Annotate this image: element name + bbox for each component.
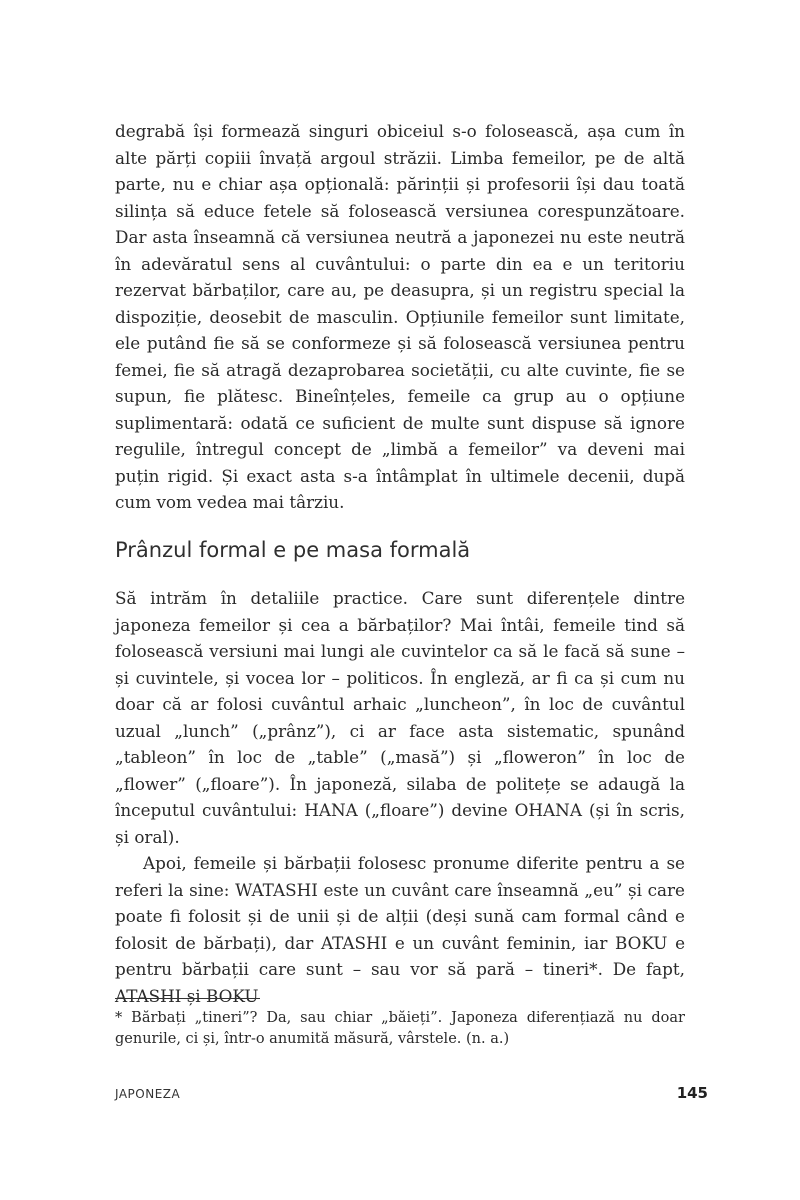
footnote-divider [115,998,260,999]
paragraph: Apoi, femeile și bărbații folosesc pronume diferite pentru a se referi la sine: WATASHI este un cuvânt care înseamnă „eu” și care poate fi folosit și de unii și de alții (deși sună cam formal când e folosit de bărbați), dar ATASHI e un cuvânt feminin, iar BOKU e pentru bărbații care sunt – sau vor să pară – tineri*. De fapt, ATASHI și BOKU [115,853,685,1006]
paragraph: Să intrăm în detaliile practice. Care sunt diferențele dintre japoneza femeilor și cea a bărbaților? Mai întâi, femeile tind să folosească versiuni mai lungi ale cuvintelor ca să le facă să sune – și cuvintele, și vocea lor – politicos. În engleză, ar fi ca și cum nu doar că ar folosi cuvântul arhaic „luncheon”, în loc de cuvântul uzual „lunch” („prânz”), ci ar face asta sistematic, spunând „tableon” în loc de „table” („masă”) și „floweron” în loc de „flower” („floare”). În japoneză, silaba de politețe se adaugă la începutul cuvântului: HANA („floare”) devine OHANA (și în scris, și oral). [115,588,685,847]
running-title: JAPONEZA [115,1087,181,1101]
footnote: * Bărbați „tineri”? Da, sau chiar „băieți”. Japoneza diferențiază nu doar genurile, ci și, într-o anumită măsură, vârstele. (n. a.) [115,1010,685,1047]
page-number: 145 [676,1084,708,1102]
body-text-top [115,118,685,516]
paragraph-continuation: degrabă își formează singuri obiceiul s-o folosească, așa cum în alte părți copiii învață argoul străzii. Limba femeilor, pe de altă parte, nu e chiar așa opțională: părinții și profesorii își dau toată silința să educe fetele să folosească versiunea corespunzătoare. Dar asta înseamnă că versiunea neutră a japonezei nu este neutră în adevăratul sens al cuvântului: o parte din ea e un teritoriu rezervat bărbaților, care au, pe deasupra, și un registru special la dispoziție, deosebit de masculin. Opțiunile femeilor sunt limitate, ele putând fie să se conformeze și să folosească versiunea pentru femei, fie să atragă dezaprobarea societății, cu alte cuvinte, fie se supun, fie plătesc. Bineînțeles, femeile ca grup au o opțiune suplimentară: odată ce suficient de multe sunt dispuse să ignore regulile, întregul concept de „limbă a femeilor” va deveni mai puțin rigid. Și exact asta s-a întâmplat în ultimele decenii, după cum vom vedea mai târziu. [115,121,685,512]
section-heading: Prânzul formal e pe masa formală [115,538,471,562]
body-text-section [115,585,685,1009]
